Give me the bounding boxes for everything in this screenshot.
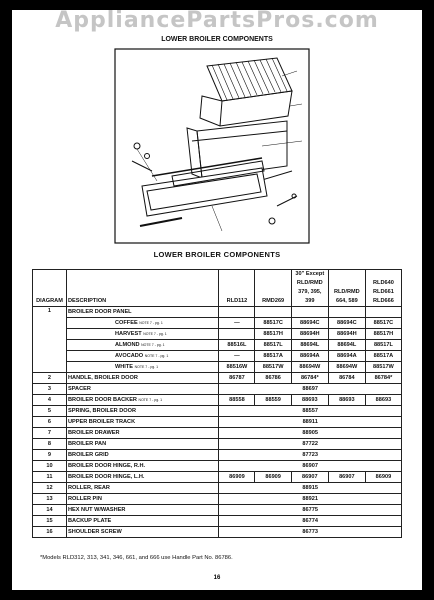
table-row: WHITE NOTE 7 - pg. 1 88516W 88517W 88694W 88694W 88517W (33, 362, 402, 373)
col-rldrmd: RLD/RMD 664, 589 (328, 270, 365, 307)
table-row: 6 UPPER BROILER TRACK 88911 (33, 417, 402, 428)
col-rmd269: RMD269 (255, 270, 291, 307)
table-row: ALMOND NOTE 7 - pg. 1 88516L 88517L 88694L 88694L 88517L (33, 340, 402, 351)
table-row: 15 BACKUP PLATE 86774 (33, 516, 402, 527)
table-row: 16 SHOULDER SCREW 86773 (33, 527, 402, 538)
table-row: 11 BROILER DOOR HINGE, L.H. 86909 86909 86907 86907 86909 (33, 472, 402, 483)
col-rld640: RLD640 RLD661 RLD666 (365, 270, 401, 307)
broiler-exploded-diagram (112, 46, 312, 246)
table-row: 3 SPACER 88697 (33, 384, 402, 395)
col-diagram: DIAGRAM (33, 270, 67, 307)
table-row: 5 SPRING, BROILER DOOR 88557 (33, 406, 402, 417)
col-description: DESCRIPTION (66, 270, 218, 307)
table-row: 12 ROLLER, REAR 88915 (33, 483, 402, 494)
footnote: *Models RLD312, 313, 341, 346, 661, and 666 use Handle Part No. 86786. (40, 555, 233, 561)
page-number: 16 (213, 575, 221, 581)
table-row: 7 BROILER DRAWER 88905 (33, 428, 402, 439)
section-title: LOWER BROILER COMPONENTS (153, 250, 281, 259)
table-row: 10 BROILER DOOR HINGE, R.H. 86907 (33, 461, 402, 472)
table-row: 8 BROILER PAN 87722 (33, 439, 402, 450)
col-rld112: RLD112 (219, 270, 255, 307)
table-row: AVOCADO NOTE 7 - pg. 1 — 88517A 88694A 88694A 88517A (33, 351, 402, 362)
table-row: 13 ROLLER PIN 88921 (33, 494, 402, 505)
catalog-page (12, 10, 422, 590)
table-header-row (33, 270, 402, 307)
table-row: COFFEE NOTE 7 - pg. 1 — 88517C 88694C 88694C 88517C (33, 318, 402, 329)
parts-table (32, 269, 402, 538)
site-watermark: AppliancePartsPros.com (55, 8, 379, 33)
page-header: LOWER BROILER COMPONENTS (161, 36, 273, 43)
table-row: 1 BROILER DOOR PANEL (33, 307, 402, 318)
col-30-except: 30" Except RLD/RMD 379, 395, 399 (291, 270, 328, 307)
table-row: 14 HEX NUT W/WASHER 86775 (33, 505, 402, 516)
table-row: 2 HANDLE, BROILER DOOR 86787 86786 86784* 86784 86784* (33, 373, 402, 384)
table-row: 4 BROILER DOOR BACKER NOTE 7 - pg. 1 88558 88559 88693 88693 88693 (33, 395, 402, 406)
table-row: HARVEST NOTE 7 - pg. 1 88517H 88694H 88694H 88517H (33, 329, 402, 340)
table-row: 9 BROILER GRID 87723 (33, 450, 402, 461)
